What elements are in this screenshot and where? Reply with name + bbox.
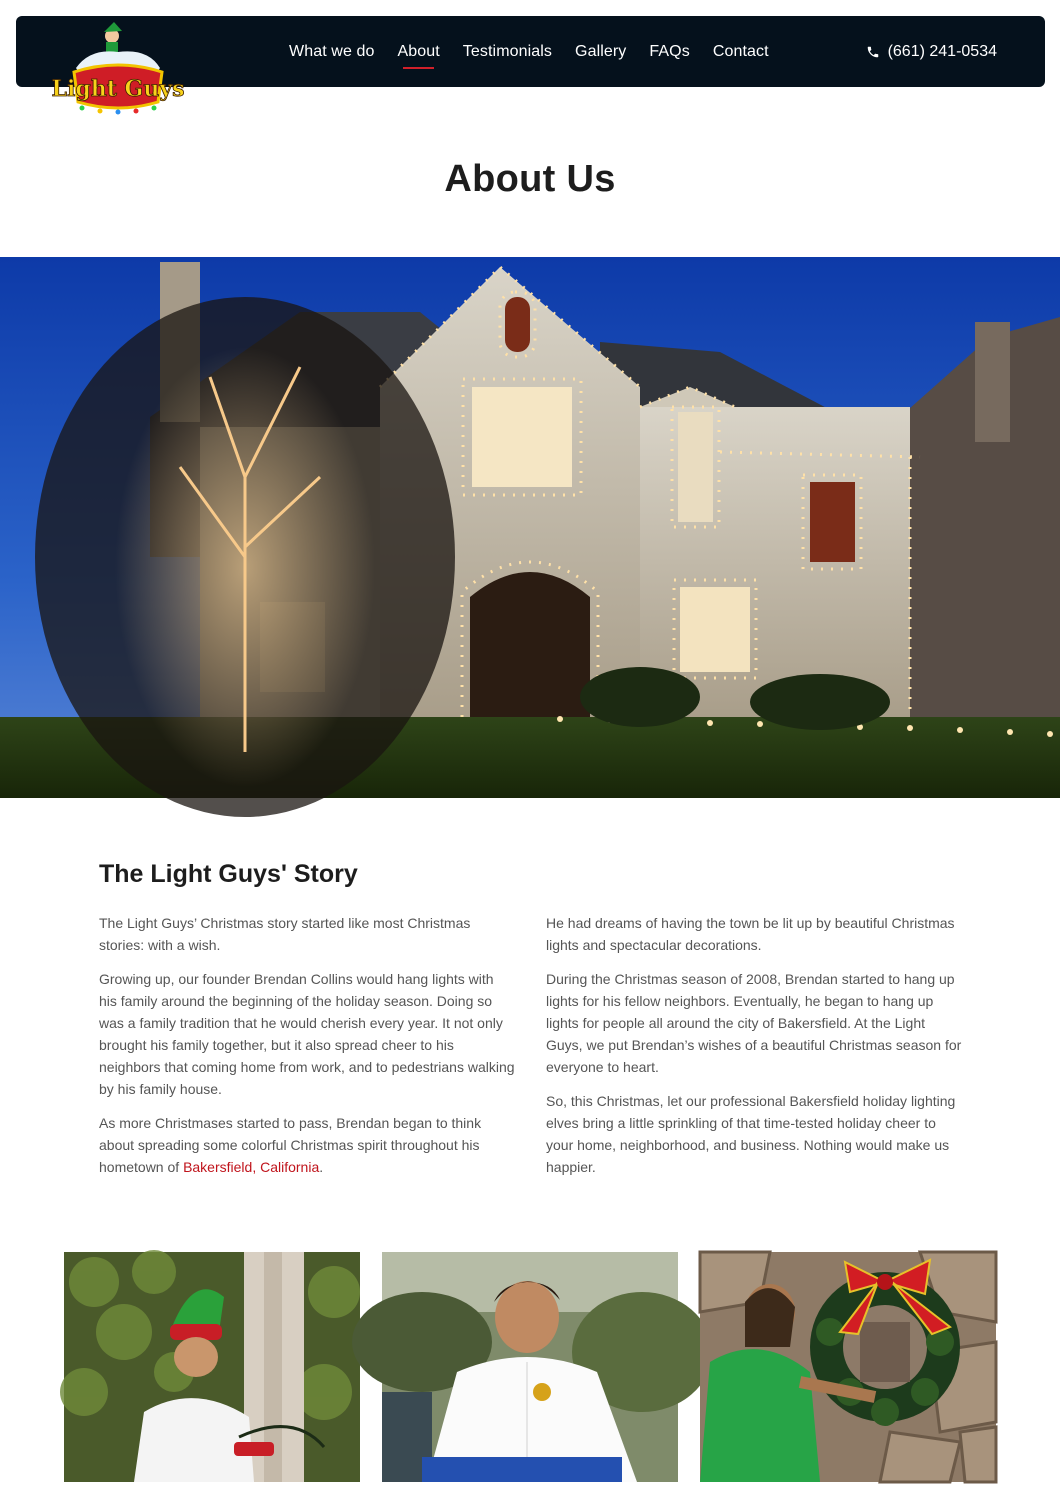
phone-icon: [866, 44, 880, 60]
story-paragraph: He had dreams of having the town be lit up by beautiful Christmas lights and spectacular decorations.: [546, 915, 955, 953]
site-header: [16, 16, 1045, 102]
bakersfield-link[interactable]: Bakersfield, California: [183, 1159, 320, 1175]
hero-image-house-lights: [0, 257, 1060, 798]
story-paragraph: During the Christmas season of 2008, Brendan started to hang up lights for his fellow neighbors. Eventually, he began to hang up lights for people all around the city of Bakersfield. At the Light Guys, we put Brendan’s wishes of a beautiful Christmas season for everyone to heart.: [546, 971, 962, 1075]
nav-testimonials[interactable]: Testimonials: [462, 42, 553, 60]
svg-text:Light Guys: Light Guys: [51, 76, 185, 102]
page-title: About Us: [444, 158, 616, 200]
nav-about[interactable]: About: [397, 16, 439, 87]
story-column-left: [99, 912, 515, 1190]
photo-hanging-wreath: [700, 1252, 996, 1482]
photo-worker-smiling: [382, 1252, 678, 1482]
story-column-right: [546, 912, 962, 1190]
nav-gallery[interactable]: Gallery: [575, 42, 627, 60]
phone-link[interactable]: [866, 16, 997, 87]
light-guys-logo[interactable]: [51, 22, 185, 114]
nav-contact[interactable]: Contact: [712, 42, 769, 60]
story-paragraph: Growing up, our founder Brendan Collins would hang lights with his family around the beginning of the holiday season. Doing so was a family tradition that he would cherish every year. It not only brought his family together, but it also spread cheer to his neighbors that coming home from work, and to pedestrians walking by his family house.: [99, 971, 515, 1097]
main-menu: [289, 16, 792, 87]
nav-what-we-do[interactable]: What we do: [289, 42, 375, 60]
story-paragraph: The Light Guys’ Christmas story started like most Christmas stories: with a wish.: [99, 915, 471, 953]
phone-number: (661) 241-0534: [887, 42, 997, 60]
story-title: The Light Guys' Story: [99, 860, 358, 888]
story-paragraph: As more Christmases started to pass, Brendan began to think about spreading some colorful Christmas spirit throughout his hometown of Bakersfield, California.: [99, 1115, 482, 1175]
nav-faqs[interactable]: FAQs: [649, 42, 690, 60]
story-paragraph: So, this Christmas, let our professional Bakersfield holiday lighting elves bring a little sprinkling of that time-tested holiday cheer to your home, neighborhood, and business. Nothing would make us happier.: [546, 1093, 956, 1175]
photo-elf-hanging-lights: [64, 1252, 360, 1482]
